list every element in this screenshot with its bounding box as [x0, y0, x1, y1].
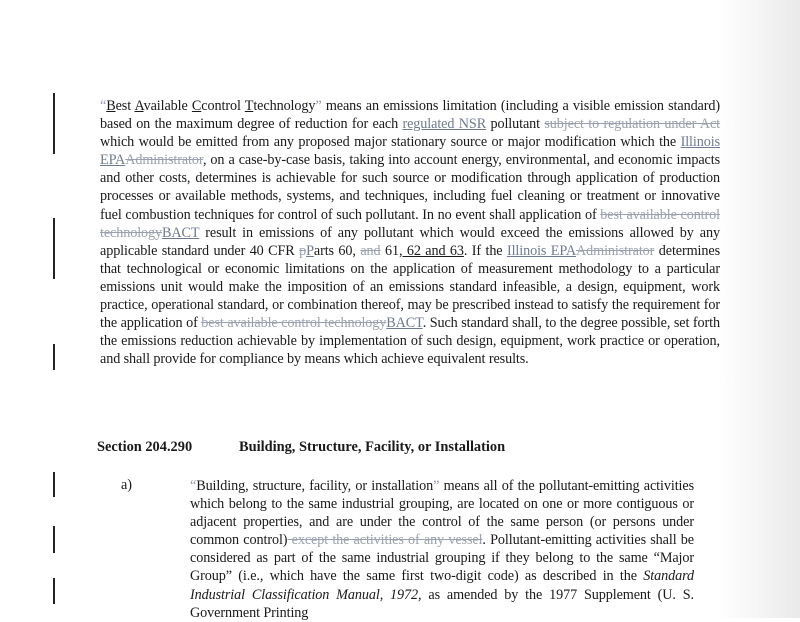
item-label: a)	[121, 477, 133, 493]
body-text: determines that technological or economic limitations on the application of measurement methodology to a particular emissions unit would make the imposition of an emissions standard infeasible, a design, equipment, work practice, operational standard, or combination thereof, may be prescribed instead to satisfy the requirement for the application of	[100, 242, 721, 332]
deleted-text: p	[299, 242, 307, 259]
deleted-text: subject to regulation under Act	[544, 116, 720, 133]
deleted-text: except the activities of any vessel	[287, 532, 483, 549]
bact-definition-paragraph	[100, 97, 720, 368]
page-edge-shadow	[718, 0, 800, 618]
term-text: technology	[253, 98, 316, 114]
body-text: which would be emitted from any proposed major stationary source or major modification which the	[100, 134, 681, 151]
inserted-text: Illinois EPA	[506, 242, 576, 259]
inserted-text: , 62 and 63	[398, 242, 464, 259]
close-quote: ”	[315, 98, 322, 114]
body-text: means an emissions limitation (including a visible emission standard) based on the maximum degree of reduction for each	[100, 98, 720, 133]
term-letter: T	[244, 98, 254, 114]
body-text: . Pollutant-emitting activities shall be considered as part of the same industrial grouping if they belong to the same “Major Group” (i.e., which have the same first two-digit code) as described in the	[190, 532, 694, 585]
building-definition-paragraph	[190, 477, 694, 622]
deleted-text: Administrator	[576, 242, 655, 259]
deleted-text: Administrator	[125, 152, 203, 169]
close-quote: ”	[433, 478, 440, 494]
body-text: 61	[380, 242, 399, 259]
deleted-text: best available control technology	[201, 315, 387, 332]
inserted-text: BACT	[386, 315, 423, 332]
section-title: Building, Structure, Facility, or Installation	[239, 439, 506, 455]
section-heading	[97, 439, 505, 456]
body-text: , on a case-by-case basis, taking into account energy, environmental, and economic impacts and other costs, determines is achievable for such source or modification through application of production processes or available methods, systems, and techniques, including fuel cleaning or treatment or innovative fuel combustion techniques for control of such pollutant. In no event shall application of	[100, 152, 720, 223]
body-text: pollutant	[486, 116, 545, 133]
inserted-text: BACT	[162, 224, 200, 241]
open-quote: “	[100, 98, 107, 114]
italic-citation: Standard Industrial Classification Manual, 1972,	[190, 568, 694, 603]
inserted-text: Illinois EPA	[100, 134, 720, 169]
body-text: . If the	[463, 242, 507, 259]
term-letter: C	[191, 98, 202, 114]
term-letter: B	[106, 98, 116, 114]
change-bar	[53, 344, 55, 370]
term-text: Building, structure, facility, or installation	[196, 478, 434, 494]
body-text: as amended by the 1977 Supplement (U. S. Government Printing	[190, 586, 694, 621]
term-text: control	[201, 98, 245, 114]
inserted-text: regulated NSR	[402, 116, 487, 133]
open-quote: “	[190, 478, 197, 494]
change-bar	[53, 93, 55, 154]
body-text: result in emissions of any pollutant which would exceed the emissions allowed by any applicable standard under 40 CFR	[100, 224, 720, 259]
term-text: vailable	[143, 98, 192, 114]
body-text: arts 60,	[313, 242, 361, 259]
term-text: est	[115, 98, 135, 114]
section-number: Section 204.290	[97, 439, 193, 455]
change-bar	[53, 526, 55, 553]
body-text: . Such standard shall, to the degree possible, set forth the emissions reduction achievable by implementation of such design, equipment, work practice or operation, and shall provide for compliance by means which achieve equivalent results.	[100, 315, 720, 368]
body-text: means all of the pollutant-emitting activities which belong to the same industrial grouping, are located on one or more contiguous or adjacent properties, and are under the control of the same person (or persons under common control)	[190, 478, 695, 549]
change-bar	[53, 218, 55, 279]
deleted-text: best available control technology	[100, 206, 720, 241]
change-bar	[53, 472, 55, 497]
change-bar	[53, 578, 55, 604]
deleted-text: and	[360, 242, 381, 259]
term-letter: A	[134, 98, 144, 114]
inserted-text: P	[306, 242, 314, 259]
